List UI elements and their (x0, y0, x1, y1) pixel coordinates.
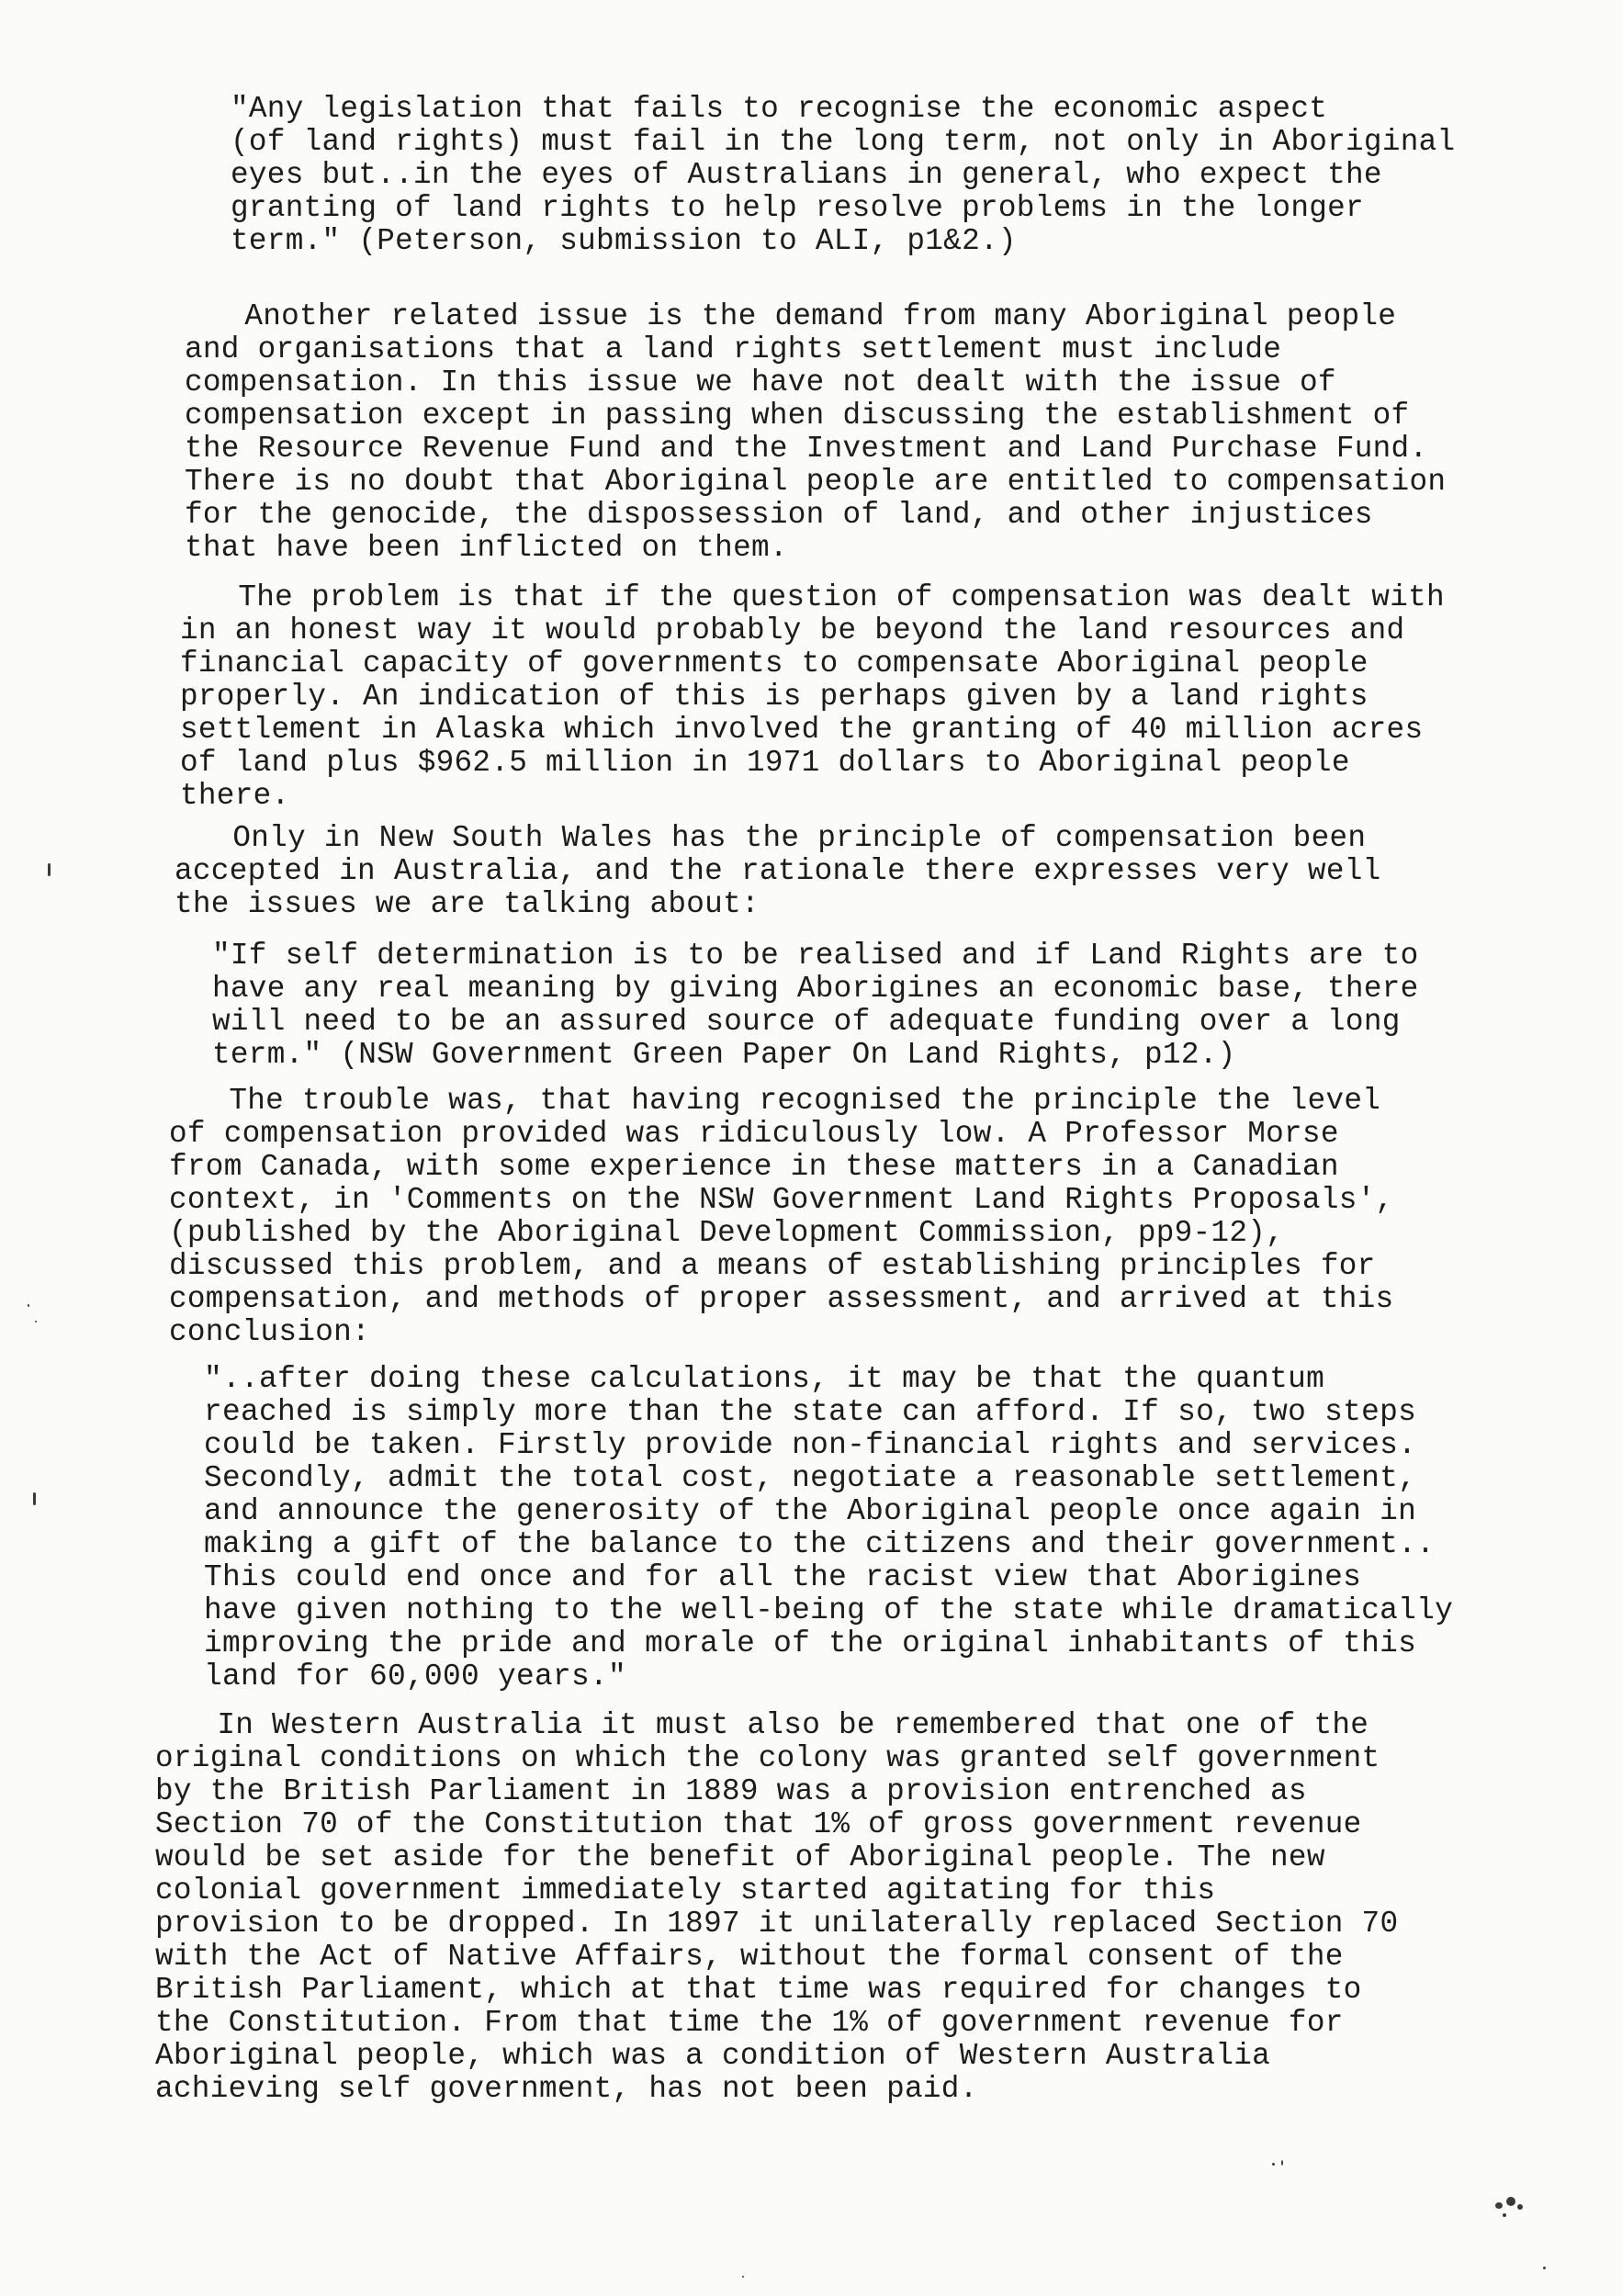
text-line: the Resource Revenue Fund and the Investment and Land Purchase Fund. (185, 432, 1428, 466)
text-line: from Canada, with some experience in these matters in a Canadian (169, 1150, 1339, 1184)
text-line: and organisations that a land rights settlement must include (185, 332, 1282, 366)
text-line: financial capacity of governments to compensate Aboriginal people (180, 647, 1369, 681)
text-line: that have been inflicted on them. (185, 531, 788, 565)
text-line: compensation, and methods of proper assessment, and arrived at this (169, 1282, 1394, 1316)
text-line: compensation. In this issue we have not dealt with the issue of (185, 366, 1336, 400)
paragraph-western-australia (155, 1709, 1398, 2106)
text-line: discussed this problem, and a means of establishing principles for (169, 1249, 1376, 1283)
text-line: reached is simply more than the state can afford. If so, two steps (204, 1395, 1417, 1429)
text-line: eyes but..in the eyes of Australians in general, who expect the (231, 158, 1382, 192)
text-line: compensation except in passing when discussing the establishment of (185, 399, 1410, 433)
text-line: provision to be dropped. In 1897 it unilaterally replaced Section 70 (155, 1907, 1399, 1941)
text-line: context, in 'Comments on the NSW Government Land Rights Proposals', (169, 1183, 1394, 1217)
text-line: granting of land rights to help resolve problems in the longer (231, 191, 1364, 225)
text-line: have any real meaning by giving Aborigines an economic base, there (212, 972, 1419, 1006)
text-line: with the Act of Native Affairs, without the formal consent of the (155, 1940, 1344, 1974)
scan-mark (48, 863, 51, 876)
text-line: This could end once and for all the racist view that Aborigines (204, 1560, 1362, 1594)
text-line: The trouble was, that having recognised the principle the level (229, 1084, 1381, 1118)
text-line: for the genocide, the dispossession of land, and other injustices (185, 498, 1373, 532)
paragraph-compensation-problem (180, 581, 1445, 813)
text-line: there. (180, 779, 290, 813)
text-line: "Any legislation that fails to recognise the economic aspect (231, 92, 1328, 126)
text-line: "If self determination is to be realised and if Land Rights are to (212, 939, 1419, 973)
scan-mark (35, 1321, 37, 1322)
text-line: the Constitution. From that time the 1% of government revenue for (155, 2006, 1344, 2040)
scan-mark (28, 1304, 29, 1307)
text-line: original conditions on which the colony was granted self government (155, 1741, 1380, 1775)
text-line: British Parliament, which at that time was required for changes to (155, 1973, 1362, 2007)
text-line: would be set aside for the benefit of Aboriginal people. The new (155, 1840, 1325, 1874)
text-line: The problem is that if the question of compensation was dealt with (238, 580, 1445, 614)
text-line: Aboriginal people, which was a condition of Western Australia (155, 2039, 1271, 2073)
text-line: accepted in Australia, and the rationale there expresses very well (175, 854, 1381, 888)
text-line: making a gift of the balance to the citizens and their government.. (204, 1527, 1436, 1561)
text-line: "..after doing these calculations, it may be that the quantum (204, 1362, 1325, 1396)
text-line: and announce the generosity of the Aboriginal people once again in (204, 1494, 1417, 1528)
text-line: (published by the Aboriginal Development Commission, pp9-12), (169, 1216, 1285, 1250)
text-line: There is no doubt that Aboriginal people are entitled to compensation (185, 465, 1447, 499)
scan-mark (33, 1492, 36, 1505)
text-line: improving the pride and morale of the original inhabitants of this (204, 1626, 1417, 1660)
text-line: Secondly, admit the total cost, negotiate a reasonable settlement, (204, 1461, 1417, 1495)
text-line: by the British Parliament in 1889 was a provision entrenched as (155, 1774, 1307, 1808)
scan-mark (1495, 2202, 1503, 2209)
text-line: Only in New South Wales has the principle of compensation been (232, 821, 1367, 855)
scan-mark (1543, 2267, 1546, 2269)
text-line: achieving self government, has not been paid. (155, 2072, 978, 2106)
scan-mark (1281, 2160, 1283, 2166)
text-line: term." (NSW Government Green Paper On Land Rights, p12.) (212, 1038, 1236, 1072)
text-line: In Western Australia it must also be remembered that one of the (217, 1708, 1369, 1742)
scan-mark (742, 2276, 744, 2278)
scan-mark (1506, 2197, 1515, 2206)
scan-mark (1272, 2163, 1275, 2166)
quote-morse (204, 1363, 1453, 1694)
quote-nsw-green-paper (212, 940, 1419, 1072)
quote-peterson (231, 93, 1455, 258)
text-line: (of land rights) must fail in the long term, not only in Aboriginal (231, 125, 1456, 159)
text-line: will need to be an assured source of adequate funding over a long (212, 1005, 1401, 1039)
text-line: Another related issue is the demand from many Aboriginal people (244, 299, 1397, 333)
text-line: could be taken. Firstly provide non-financial rights and services. (204, 1428, 1417, 1462)
text-line: the issues we are talking about: (175, 887, 760, 921)
text-line: have given nothing to the well-being of the state while dramatically (204, 1593, 1454, 1627)
text-line: land for 60,000 years." (204, 1660, 627, 1694)
text-line: colonial government immediately started agitating for this (155, 1874, 1216, 1908)
text-line: Section 70 of the Constitution that 1% of gross government revenue (155, 1807, 1362, 1841)
text-line: of land plus $962.5 million in 1971 dollars to Aboriginal people (180, 746, 1350, 780)
text-line: conclusion: (169, 1315, 370, 1349)
text-line: term." (Peterson, submission to ALI, p1&2.) (231, 224, 1017, 258)
scan-mark (1517, 2204, 1523, 2210)
scan-mark (1503, 2213, 1506, 2217)
text-line: settlement in Alaska which involved the granting of 40 million acres (180, 713, 1424, 747)
text-line: in an honest way it would probably be beyond the land resources and (180, 613, 1405, 647)
paragraph-morse-discussion (169, 1085, 1393, 1349)
text-line: properly. An indication of this is perhaps given by a land rights (180, 680, 1369, 714)
paragraph-nsw-principle (175, 822, 1381, 921)
text-line: of compensation provided was ridiculously low. A Professor Morse (169, 1117, 1339, 1151)
paragraph-compensation-intro (185, 300, 1446, 565)
